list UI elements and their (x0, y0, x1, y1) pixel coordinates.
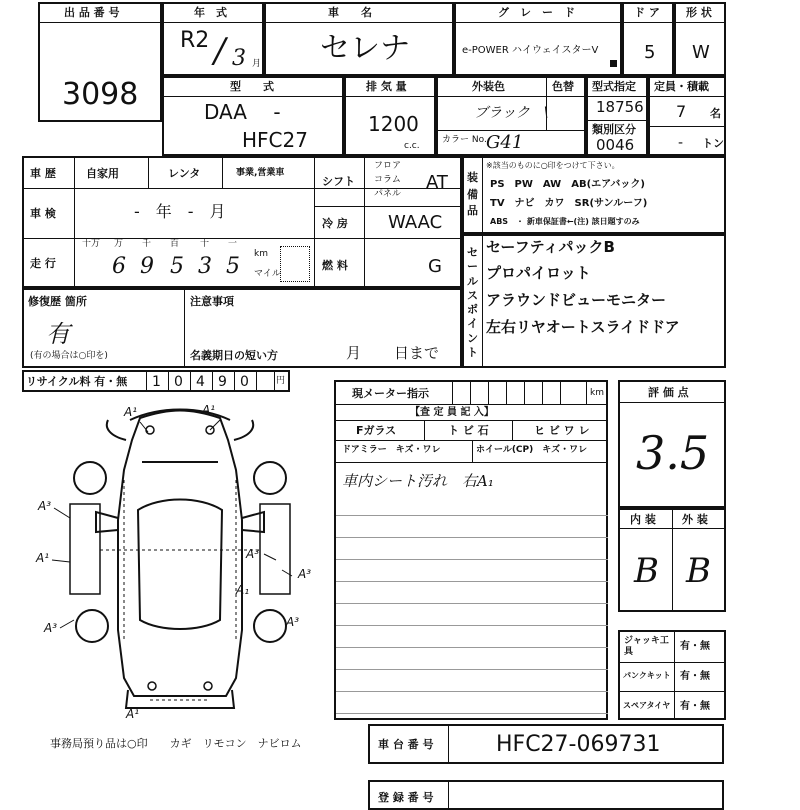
capacity-value: 7 (676, 102, 687, 121)
ac-label: 冷 房 (322, 217, 348, 230)
color-code: G41 (486, 132, 524, 153)
shape-label: 形 状 (686, 6, 712, 19)
year-month-unit: 月 (252, 59, 262, 69)
sales-point-1: プロパイロット (486, 264, 591, 282)
year-month: 3 (232, 46, 246, 71)
equipment-label: 装備品 (467, 171, 478, 217)
mileage-unit-1: 万 (114, 239, 124, 249)
capacity-box (648, 76, 726, 156)
usage-rental: レンタ (168, 167, 201, 180)
lot-number: 3098 (62, 77, 139, 112)
fuel-value: G (428, 256, 442, 277)
displacement-box (344, 76, 436, 156)
type-spec-label: 型式指定 (592, 80, 636, 93)
color-code-label: カラー No. (442, 135, 487, 145)
registration-label: 登 録 番 号 (378, 791, 434, 804)
mark-left-fender: A³ (38, 499, 52, 513)
chassis-label: 車 台 番 号 (378, 738, 434, 751)
recycle-label: リサイクル料 有・無 (26, 375, 128, 388)
class-value: 0046 (596, 136, 635, 154)
score-box (618, 380, 726, 508)
exterior-label: 外 装 (682, 513, 708, 526)
class-label: 類別区分 (592, 123, 636, 136)
shape-value: W (692, 42, 710, 63)
car-name-value: セレナ (320, 31, 410, 66)
color-box (436, 76, 586, 156)
year-label: 年 式 (194, 6, 227, 19)
recycle-digit-0: 1 (152, 374, 161, 390)
lot-label: 出 品 番 号 (64, 6, 120, 19)
mark-left-door: A¹ (36, 551, 50, 565)
inspector-label: 【査 定 員 記 入】 (410, 407, 494, 418)
puncture-label: パンクキット (623, 671, 671, 680)
sales-point-3: 左右リヤオートスライドドア (486, 318, 680, 336)
glass-label: Fガラス (356, 424, 397, 437)
jack-value: 有・無 (680, 641, 710, 652)
int-ext-box (618, 508, 726, 612)
chassis-value: HFC27-069731 (496, 732, 661, 757)
recycle-digit-1: 0 (174, 374, 183, 390)
comment-lines (336, 494, 608, 714)
displacement-unit: c.c. (404, 141, 420, 151)
mileage-unit-5: 一 (228, 239, 238, 249)
interior-label: 内 装 (630, 513, 656, 526)
exterior-value: B (686, 551, 711, 591)
mileage-label: 走 行 (30, 257, 56, 270)
inspector-box (334, 380, 608, 720)
notes-day: 日まで (394, 344, 440, 362)
type-spec-value: 18756 (596, 98, 644, 116)
color-change-label: 色替 (552, 80, 574, 93)
mark-left-rear: A³ (44, 621, 58, 635)
fuel-label: 燃 料 (322, 259, 348, 272)
capacity-label: 定員・積載 (654, 80, 709, 93)
recycle-digit-2: 4 (196, 374, 205, 390)
mark-right-wheel: A³ (286, 615, 300, 629)
type-spec-box (586, 76, 648, 156)
spare-value: 有・無 (680, 701, 710, 712)
mileage-unit-0: 十万 (82, 239, 101, 249)
accessories-box (618, 630, 726, 720)
notes-label: 注意事項 (190, 295, 234, 308)
equipment-box (462, 156, 726, 234)
shift-panel: パネル (374, 189, 402, 199)
sales-points-box (462, 234, 726, 368)
usage-business: 事業,営業車 (236, 168, 285, 178)
mark-front-right: A¹ (202, 403, 216, 417)
car-diagram (30, 400, 330, 730)
mileage-digit-1: 6 (112, 254, 126, 279)
equipment-row1: PS PW AW AB(エアバック) (490, 179, 645, 190)
sales-point-0: セーフティパックB (486, 238, 615, 256)
shift-column: コラム (374, 175, 401, 185)
grade-mark (610, 60, 617, 67)
mileage-digit-2: 9 (140, 254, 154, 279)
notes-short-date: 名義期日の短い方 (190, 349, 278, 362)
mileage-unit-mile: マイル (254, 269, 281, 279)
model-line1: DAA - (204, 100, 281, 124)
info-grid (22, 156, 462, 288)
shape-box (674, 2, 726, 76)
spare-label: スペアタイヤ (623, 701, 671, 710)
year-slash: / (214, 31, 226, 71)
mark-rear: A¹ (126, 707, 140, 721)
usage-own: 自家用 (86, 167, 119, 180)
wheel-label: ホイール(CP) キズ・ワレ (476, 445, 588, 455)
mileage-unit-km: km (254, 249, 268, 259)
equipment-row3: ABS ・ 新車保証書←(注) 該日題すのみ (490, 217, 640, 226)
chip-label: ト ビ 石 (448, 424, 489, 437)
crack-label: ヒ ビ ワ レ (534, 424, 590, 437)
interior-value: B (634, 551, 659, 591)
score-label: 評 価 点 (648, 386, 689, 399)
year-box (162, 2, 264, 76)
score-value: 3.5 (636, 426, 710, 480)
displacement-label: 排 気 量 (366, 80, 407, 93)
repair-value: 有 (46, 320, 70, 348)
load-value: - (678, 135, 684, 151)
grade-box (454, 2, 622, 76)
puncture-value: 有・無 (680, 671, 710, 682)
mirror-label: ドアミラー キズ・ワレ (342, 445, 441, 455)
mileage-digit-3: 5 (170, 254, 184, 279)
repair-note: (有の場合は○印を) (30, 351, 108, 361)
recycle-box (22, 370, 290, 392)
jack-label: ジャッキ工具 (624, 636, 669, 657)
year-era: R2 (180, 28, 210, 53)
grade-value: e-POWER ハイウェイスターV (462, 45, 599, 56)
mileage-digit-5: 5 (226, 254, 240, 279)
model-label: 型 式 (230, 80, 274, 93)
doors-label: ド ア (634, 6, 660, 19)
color-label: 外装色 (472, 80, 505, 93)
recycle-unit: 円 (276, 376, 286, 386)
mileage-unit-3: 百 (170, 239, 180, 249)
mark-right-rear: A₁ (236, 583, 250, 597)
color-value: ブラック \ (474, 105, 549, 121)
meter-unit: km (590, 388, 604, 398)
mileage-digit-4: 3 (198, 254, 212, 279)
mark-front-left: A¹ (124, 405, 138, 419)
model-line2: HFC27 (242, 128, 308, 152)
mileage-unit-2: 千 (142, 239, 152, 249)
mark-right-side: A³ (298, 567, 312, 581)
recycle-digit-3: 9 (218, 374, 227, 390)
load-unit: トン (702, 137, 724, 150)
car-name-box (264, 2, 454, 76)
office-text: 事務局預り品は○印 カギ リモコン ナビロム (50, 737, 302, 750)
model-box (162, 76, 344, 156)
shift-floor: フロア (374, 161, 402, 171)
capacity-unit: 名 (710, 107, 721, 120)
sales-point-2: アラウンドビューモニター (486, 291, 667, 309)
grade-label: グ レ ー ド (498, 6, 575, 19)
displacement-value: 1200 (368, 112, 419, 136)
inspection-label: 車 検 (30, 207, 56, 220)
recycle-digit-4: 0 (240, 374, 249, 390)
repair-notes-box (22, 288, 462, 368)
usage-label: 車 歴 (30, 167, 56, 180)
mark-right-door: A³ (246, 547, 260, 561)
equipment-row2: TV ナビ カワ SR(サンルーフ) (490, 198, 648, 209)
chassis-box (368, 724, 724, 764)
sales-points-label: セールスポイント (467, 246, 478, 360)
ac-value: WAAC (388, 212, 443, 233)
car-name-label: 車 名 (328, 6, 372, 19)
mileage-check-box (280, 246, 310, 282)
registration-box (368, 780, 724, 810)
doors-box (622, 2, 674, 76)
inspection-value: - 年 - 月 (134, 202, 226, 221)
repair-label: 修復歴 箇所 (28, 295, 87, 308)
doors-value: 5 (644, 42, 656, 63)
lot-box (38, 2, 162, 122)
inspector-comment: 車内シート汚れ 右A₁ (342, 472, 494, 490)
shift-value: AT (426, 172, 448, 193)
mileage-unit-4: 十 (200, 239, 210, 249)
notes-month: 月 (346, 344, 362, 362)
equipment-note: ※該当のものに○印をつけて下さい。 (486, 161, 620, 170)
meter-label: 現メーター指示 (352, 387, 429, 400)
shift-label: シフト (322, 175, 355, 188)
